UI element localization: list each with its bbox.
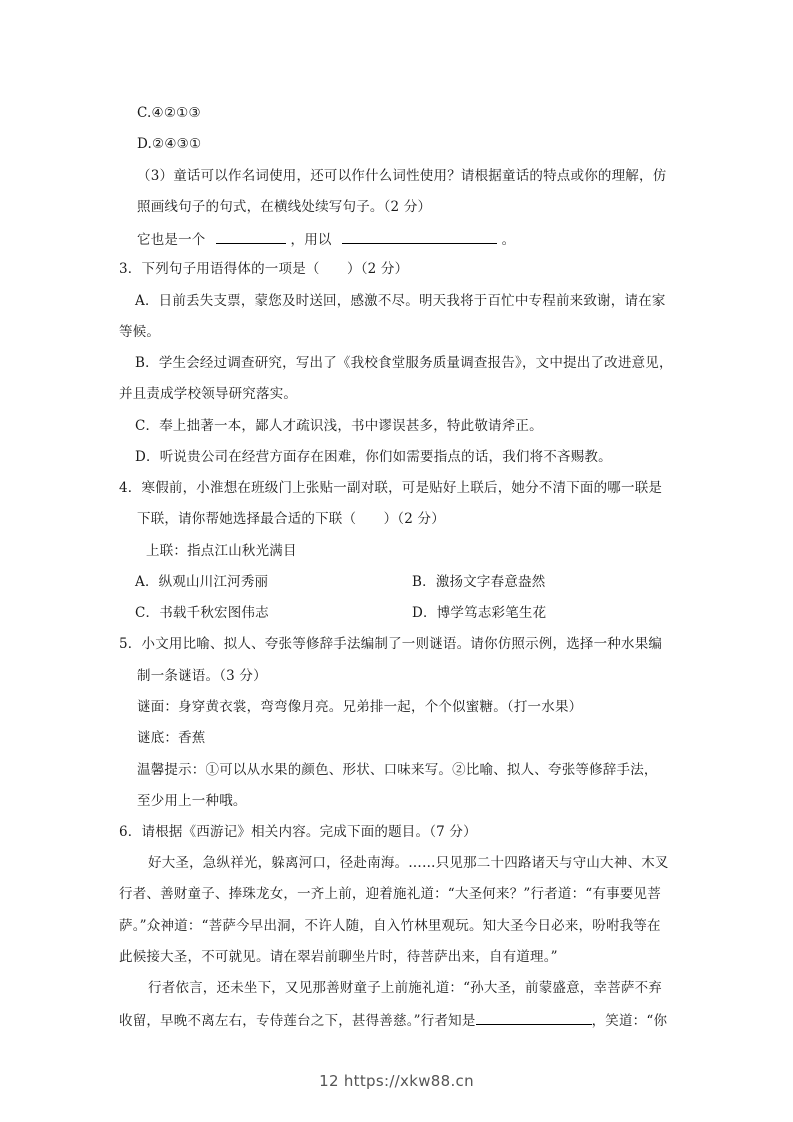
q4-option-a: A．纵观山川江河秀丽: [135, 574, 269, 590]
q2-3-prompt-line1: （3）童话可以作名词使用，还可以作什么词性使用？请根据童话的特点或你的理解，仿: [137, 168, 667, 184]
q6-para2-after: ，笑道：“你: [591, 1013, 668, 1029]
q5-tip-line2: 至少用上一种哦。: [137, 793, 247, 809]
q2-3-prompt-line2: 照画线句子的句式，在横线处续写句子。（2 分）: [137, 199, 432, 215]
q4-option-c: C．书载千秋宏图伟志: [135, 605, 269, 621]
q5-stem-line2: 制一条谜语。（3 分）: [137, 668, 267, 684]
fill-blank-2[interactable]: [342, 229, 497, 244]
q6-para2-line2: [119, 1010, 667, 1030]
fill-blank-1[interactable]: [216, 229, 286, 244]
q3-option-a-line1: A．日前丢失支票，蒙您及时送回，感激不尽。明天我将于百忙中专程前来致谢，请在家: [135, 293, 666, 309]
q2-3-fill-sentence: [137, 229, 515, 249]
q4-upper-couplet: 上联：指点江山秋光满目: [146, 543, 297, 559]
q3-option-b-line2: 并且责成学校领导研究落实。: [119, 386, 298, 402]
option-c-order: C.④②①③: [137, 105, 201, 121]
q6-para1-line4: 此候接大圣，不可就见。请在翠岩前聊坐片时，待菩萨出来，自有道理。”: [119, 949, 558, 965]
q6-para2-line1: 行者依言，还未坐下，又见那善财童子上前施礼道：“孙大圣，前蒙盛意，幸菩萨不弃: [148, 980, 663, 996]
page-footer: 12 https://xkw88.cn: [319, 1072, 474, 1090]
q4-option-d: D．博学笃志彩笔生花: [412, 605, 547, 621]
option-d-order: D.②④③①: [137, 136, 202, 152]
q5-stem-line1: 5．小文用比喻、拟人、夸张等修辞手法编制了一则谜语。请你仿照示例，选择一种水果编: [119, 636, 663, 652]
q6-para1-line3: 萨。”众神道：“菩萨今早出洞，不许人随，自入竹林里观玩。知大圣今日必来，吩咐我等在: [119, 918, 661, 934]
q4-stem-line1: 4．寒假前，小淮想在班级门上张贴一副对联，可是贴好上联后，她分不清下面的哪一联是: [119, 480, 663, 496]
fill-part1: 它也是一个: [137, 232, 206, 248]
q5-riddle-face: 谜面：身穿黄衣裳，弯弯像月亮。兄弟排一起，个个似蜜糖。（打一水果）: [137, 699, 583, 715]
fill-part3: 。: [501, 232, 516, 248]
q4-option-b: B．激扬文字春意盎然: [412, 574, 546, 590]
q3-option-d: D．听说贵公司在经营方面存在困难，你们如需要指点的话，我们将不吝赐教。: [135, 449, 612, 465]
q4-stem-line2: 下联，请你帮她选择最合适的下联（ ）（2 分）: [137, 511, 445, 527]
q6-fill-blank[interactable]: [476, 1010, 592, 1025]
q3-option-c: C．奉上拙著一本，鄙人才疏识浅，书中谬误甚多，特此敬请斧正。: [135, 418, 543, 434]
q3-option-b-line1: B．学生会经过调查研究，写出了《我校食堂服务质量调查报告》，文中提出了改进意见，: [135, 355, 673, 371]
q5-riddle-answer: 谜底：香蕉: [137, 730, 206, 746]
q6-para1-line1: 好大圣，急纵祥光，躲离河口，径赴南海。……只见那二十四路诸天与守山大神、木叉: [148, 855, 669, 871]
q6-para1-line2: 行者、善财童子、捧珠龙女，一齐上前，迎着施礼道：“大圣何来？”行者道：“有事要见菩: [119, 886, 661, 902]
q3-option-a-line2: 等候。: [119, 324, 161, 340]
q3-stem: 3．下列句子用语得体的一项是（ ）（2 分）: [119, 261, 409, 277]
fill-part2: ，用以: [290, 232, 332, 248]
q6-para2-before: 收留，早晚不离左右，专侍莲台之下，甚得善慈。”行者知是: [119, 1013, 476, 1029]
q6-stem: 6．请根据《西游记》相关内容。完成下面的题目。（7 分）: [119, 824, 477, 840]
q5-tip-line1: 温馨提示：①可以从水果的颜色、形状、口味来写。②比喻、拟人、夸张等修辞手法，: [137, 762, 658, 778]
